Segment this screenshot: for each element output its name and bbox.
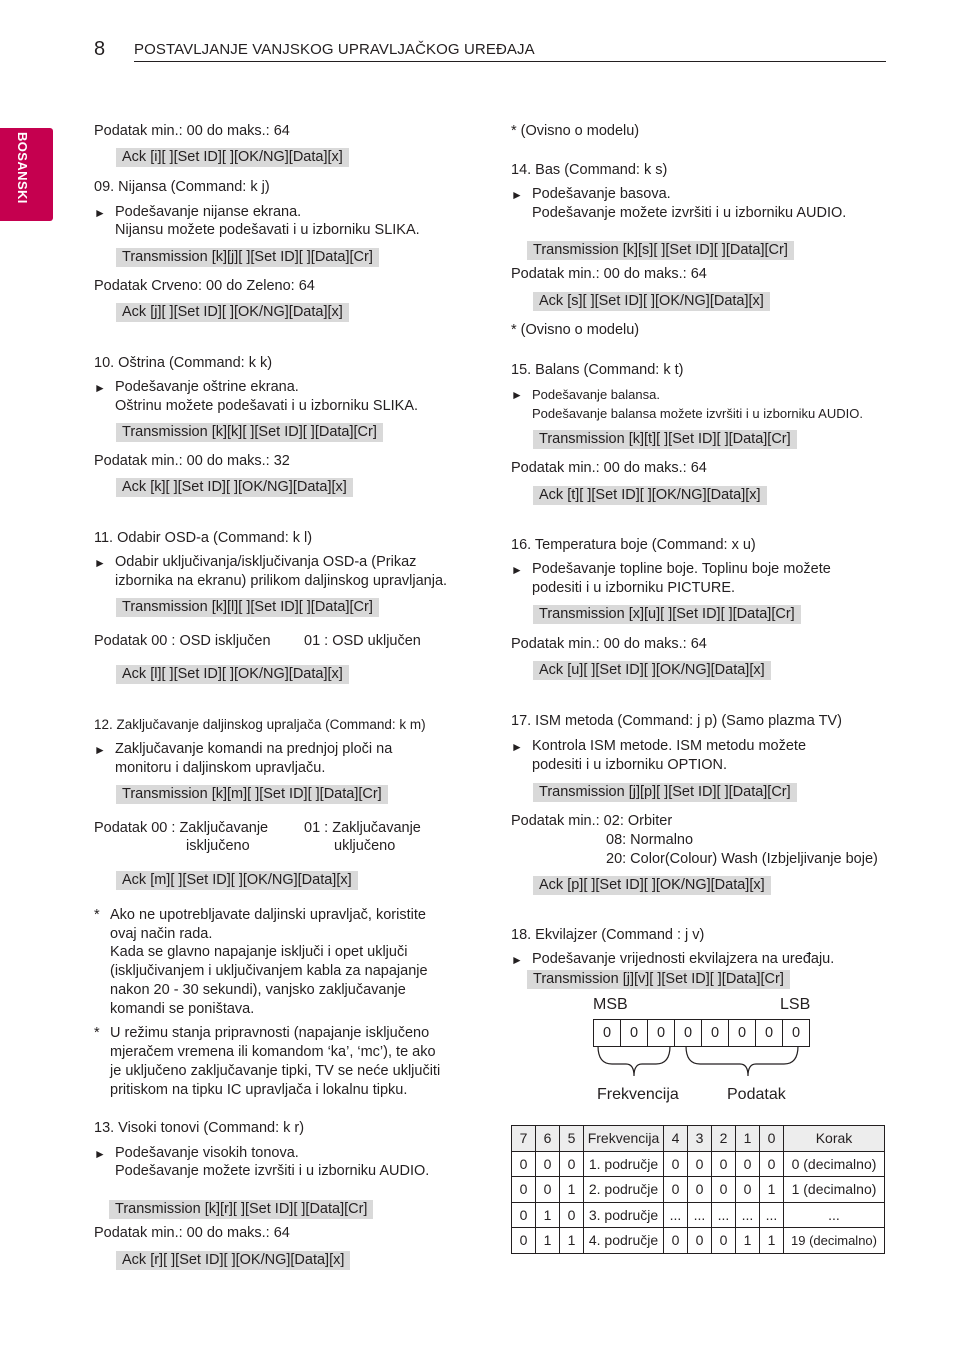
text-line: Zaključavanje komandi na prednjoj ploči na: [115, 741, 393, 757]
ack-command-box: Ack [t][ ][Set ID][ ][OK/NG][Data][x]: [533, 486, 767, 505]
text-line: Oštrinu možete podešavati i u izborniku SLIKA.: [115, 398, 419, 414]
language-label: BOSANSKI: [15, 132, 30, 204]
table-cell: 1: [560, 1177, 584, 1203]
table-cell: 0: [688, 1228, 712, 1254]
table-cell: 0: [712, 1177, 736, 1203]
table-cell: 1. područje: [584, 1151, 664, 1177]
language-side-tab: [0, 128, 53, 221]
footnote: * (Ovisno o modelu): [511, 123, 640, 139]
ack-command-box: Ack [r][ ][Set ID][ ][OK/NG][Data][x]: [116, 1251, 350, 1270]
table-header-cell: 4: [664, 1126, 688, 1152]
text-line: Podešavanje oštrine ekrana.: [115, 379, 299, 395]
text-line: Podatak 00 : Zaključavanje: [94, 820, 269, 836]
text-line: izbornika na ekranu) prilikom daljinskog upravljanja.: [115, 573, 448, 589]
table-cell: 0: [712, 1151, 736, 1177]
table-cell: 0: [512, 1177, 536, 1203]
bullet-icon: ►: [511, 740, 523, 754]
ack-command-box: Ack [m][ ][Set ID][ ][OK/NG][Data][x]: [116, 871, 358, 890]
note-line: komandi se poništava.: [110, 1001, 255, 1017]
msb-label: MSB: [593, 996, 628, 1013]
bullet-icon: ►: [511, 953, 523, 967]
table-header-cell: 7: [512, 1126, 536, 1152]
text-line: Podatak min.: 00 do maks.: 64: [511, 460, 707, 476]
ack-command-box: Ack [i][ ][Set ID][ ][OK/NG][Data][x]: [116, 148, 349, 167]
text-line: Nijansu možete podešavati i u izborniku SLIKA.: [115, 222, 420, 238]
text-line: 01 : OSD uključen: [304, 633, 421, 649]
note-line: nakon 20 - 30 sekundi), vanjsko zaključavanje: [110, 982, 406, 998]
lsb-label: LSB: [780, 996, 811, 1013]
bit-cell: 0: [647, 1020, 674, 1046]
text-line: Podatak min.: 00 do maks.: 32: [94, 453, 290, 469]
note-line: Ako ne upotrebljavate daljinski upravljač, koristite: [110, 907, 426, 923]
text-line: Podešavanje visokih tonova.: [115, 1145, 299, 1161]
table-cell: 0: [664, 1177, 688, 1203]
ack-command-box: Ack [j][ ][Set ID][ ][OK/NG][Data][x]: [116, 303, 349, 322]
section-heading: 14. Bas (Command: k s): [511, 162, 668, 178]
transmission-command-box: Transmission [k][l][ ][Set ID][ ][Data][Cr]: [116, 598, 379, 617]
section-heading: 09. Nijansa (Command: k j): [94, 179, 270, 195]
transmission-command-box: Transmission [k][r][ ][Set ID][ ][Data][Cr]: [109, 1200, 373, 1219]
table-cell: 0: [688, 1177, 712, 1203]
table-cell: 0: [664, 1228, 688, 1254]
table-cell: 0: [760, 1151, 784, 1177]
table-cell: 2. područje: [584, 1177, 664, 1203]
text-line: Odabir uključivanja/isključivanja OSD-a (Prikaz: [115, 554, 417, 570]
header-divider: [134, 61, 886, 62]
text-line: Podešavanje možete izvršiti i u izborniku AUDIO.: [115, 1163, 430, 1179]
bullet-icon: ►: [94, 1147, 106, 1161]
bullet-icon: ►: [94, 556, 106, 570]
section-heading: 13. Visoki tonovi (Command: k r): [94, 1120, 305, 1136]
page-title: POSTAVLJANJE VANJSKOG UPRAVLJAČKOG UREĐAJA: [134, 41, 535, 58]
table-header-cell: 3: [688, 1126, 712, 1152]
transmission-command-box: Transmission [k][t][ ][Set ID][ ][Data][Cr]: [533, 430, 797, 449]
note-line: ovaj način rada.: [110, 926, 213, 942]
table-cell: 0: [536, 1177, 560, 1203]
note-line: mjeračem vremena ili komandom ‘ka’, ‘mc’), te ako: [110, 1044, 436, 1060]
table-cell: ...: [760, 1202, 784, 1228]
table-header-cell: 5: [560, 1126, 584, 1152]
table-header-cell: 1: [736, 1126, 760, 1152]
text-line: 01 : Zaključavanje: [304, 820, 421, 836]
transmission-command-box: Transmission [k][k][ ][Set ID][ ][Data][Cr]: [116, 423, 383, 442]
bit-cell: 0: [782, 1020, 809, 1046]
table-row: [512, 1177, 885, 1203]
table-cell: 1: [560, 1228, 584, 1254]
table-cell: 1: [760, 1177, 784, 1203]
data-label: Podatak: [727, 1086, 786, 1103]
bullet-icon: ►: [94, 381, 106, 395]
text-line: Kontrola ISM metode. ISM metodu možete: [532, 738, 807, 754]
bullet-icon: ►: [511, 563, 523, 577]
ack-command-box: Ack [l][ ][Set ID][ ][OK/NG][Data][x]: [116, 665, 349, 684]
table-cell: 1: [736, 1228, 760, 1254]
text-line: Podešavanje vrijednosti ekvilajzera na uređaju.: [532, 951, 835, 967]
note-asterisk: *: [94, 907, 100, 923]
table-cell: 0: [664, 1151, 688, 1177]
table-cell: 0: [536, 1151, 560, 1177]
section-heading: 17. ISM metoda (Command: j p) (Samo plazma TV): [511, 713, 842, 729]
bit-cell: 0: [701, 1020, 728, 1046]
text-line: Podešavanje nijanse ekrana.: [115, 204, 302, 220]
table-cell: ...: [664, 1202, 688, 1228]
ack-command-box: Ack [p][ ][Set ID][ ][OK/NG][Data][x]: [533, 876, 771, 895]
table-cell: 4. područje: [584, 1228, 664, 1254]
table-cell: ...: [784, 1202, 885, 1228]
text-line: Podešavanje balansa možete izvršiti i u izborniku AUDIO.: [532, 406, 863, 421]
table-cell: 0: [512, 1202, 536, 1228]
table-cell: 0: [736, 1151, 760, 1177]
note-line: (isključivanjem i uključivanjem kabla za napajanje: [110, 963, 428, 979]
bit-field: [593, 1019, 810, 1047]
text-line: podesiti i u izborniku PICTURE.: [532, 580, 736, 596]
table-header-cell: 2: [712, 1126, 736, 1152]
note-line: Kada se glavno napajanje isključi i opet uključi: [110, 944, 408, 960]
transmission-command-box: Transmission [k][j][ ][Set ID][ ][Data][Cr]: [116, 248, 379, 267]
note-asterisk: *: [94, 1025, 100, 1041]
table-cell: 0: [560, 1202, 584, 1228]
table-row: [512, 1228, 885, 1254]
text-line: Podatak 00 : OSD isključen: [94, 633, 271, 649]
table-header-row: [512, 1126, 885, 1152]
transmission-command-box: Transmission [j][p][ ][Set ID][ ][Data][Cr]: [533, 783, 797, 802]
table-cell: ...: [688, 1202, 712, 1228]
text-line: podesiti i u izborniku OPTION.: [532, 757, 728, 773]
table-cell: 0 (decimalno): [784, 1151, 885, 1177]
table-cell: 1: [536, 1228, 560, 1254]
table-cell: 0: [736, 1177, 760, 1203]
section-heading: 10. Oštrina (Command: k k): [94, 355, 273, 371]
table-cell: 1 (decimalno): [784, 1177, 885, 1203]
text-line: Podatak min.: 00 do maks.: 64: [94, 123, 290, 139]
table-row: [512, 1151, 885, 1177]
table-cell: 19 (decimalno): [784, 1228, 885, 1254]
text-line: uključeno: [334, 838, 396, 854]
text-line: Podešavanje basova.: [532, 186, 671, 202]
text-line: 08: Normalno: [606, 832, 694, 848]
bit-cell: 0: [674, 1020, 701, 1046]
note-line: pritiskom na tipku IC upravljača i lokalnu tipku.: [110, 1082, 408, 1098]
bullet-icon: ►: [511, 188, 523, 202]
text-line: Podatak min.: 00 do maks.: 64: [511, 266, 707, 282]
text-line: Podatak min.: 00 do maks.: 64: [94, 1225, 290, 1241]
text-line: monitoru i daljinskom upravljaču.: [115, 760, 326, 776]
section-heading: 11. Odabir OSD-a (Command: k l): [94, 530, 313, 546]
text-line: 20: Color(Colour) Wash (Izbjeljivanje boje): [606, 851, 878, 867]
bit-group-braces: [590, 1044, 820, 1084]
note-line: U režimu stanja pripravnosti (napajanje isključeno: [110, 1025, 430, 1041]
bullet-icon: ►: [511, 388, 523, 402]
transmission-command-box: Transmission [j][v][ ][Set ID][ ][Data][Cr]: [527, 970, 790, 989]
transmission-command-box: Transmission [x][u][ ][Set ID][ ][Data][Cr]: [533, 605, 801, 624]
section-heading: 12. Zaključavanje daljinskog upraljača (Command: k m): [94, 717, 426, 732]
table-cell: 1: [536, 1202, 560, 1228]
table-cell: 0: [512, 1228, 536, 1254]
transmission-command-box: Transmission [k][s][ ][Set ID][ ][Data][Cr]: [527, 241, 794, 260]
text-line: Podešavanje topline boje. Toplinu boje možete: [532, 561, 831, 577]
bullet-icon: ►: [94, 206, 106, 220]
text-line: Podešavanje balansa.: [532, 387, 660, 402]
footnote: * (Ovisno o modelu): [511, 322, 640, 338]
text-line: isključeno: [186, 838, 250, 854]
table-cell: 3. područje: [584, 1202, 664, 1228]
table-cell: ...: [712, 1202, 736, 1228]
table-header-cell: Korak: [784, 1126, 885, 1152]
equalizer-table: [511, 1125, 885, 1254]
bit-cell: 0: [755, 1020, 782, 1046]
table-row: [512, 1202, 885, 1228]
bit-cell: 0: [602, 1025, 612, 1041]
table-cell: 0: [712, 1228, 736, 1254]
text-line: Podešavanje možete izvršiti i u izborniku AUDIO.: [532, 205, 847, 221]
section-heading: 15. Balans (Command: k t): [511, 362, 684, 378]
section-heading: 18. Ekvilajzer (Command : j v): [511, 927, 705, 943]
text-line: Podatak min.: 00 do maks.: 64: [511, 636, 707, 652]
table-cell: ...: [736, 1202, 760, 1228]
page-number: 8: [94, 38, 106, 60]
bit-cell: 0: [728, 1020, 755, 1046]
ack-command-box: Ack [k][ ][Set ID][ ][OK/NG][Data][x]: [116, 478, 353, 497]
table-cell: 1: [760, 1228, 784, 1254]
table-cell: 0: [560, 1151, 584, 1177]
ack-command-box: Ack [s][ ][Set ID][ ][OK/NG][Data][x]: [533, 292, 770, 311]
text-line: Podatak min.: 02: Orbiter: [511, 813, 673, 829]
note-line: je uključeno zaključavanje tipki, TV se neće uključiti: [110, 1063, 441, 1079]
table-header-cell: 0: [760, 1126, 784, 1152]
ack-command-box: Ack [u][ ][Set ID][ ][OK/NG][Data][x]: [533, 661, 771, 680]
table-cell: 0: [688, 1151, 712, 1177]
text-line: Podatak Crveno: 00 do Zeleno: 64: [94, 278, 315, 294]
table-cell: 0: [512, 1151, 536, 1177]
table-header-cell: Frekvencija: [584, 1126, 664, 1152]
table-header-cell: 6: [536, 1126, 560, 1152]
bullet-icon: ►: [94, 743, 106, 757]
bit-cell: 0: [620, 1020, 647, 1046]
section-heading: 16. Temperatura boje (Command: x u): [511, 537, 756, 553]
frequency-label: Frekvencija: [597, 1086, 679, 1103]
transmission-command-box: Transmission [k][m][ ][Set ID][ ][Data][Cr]: [116, 785, 388, 804]
